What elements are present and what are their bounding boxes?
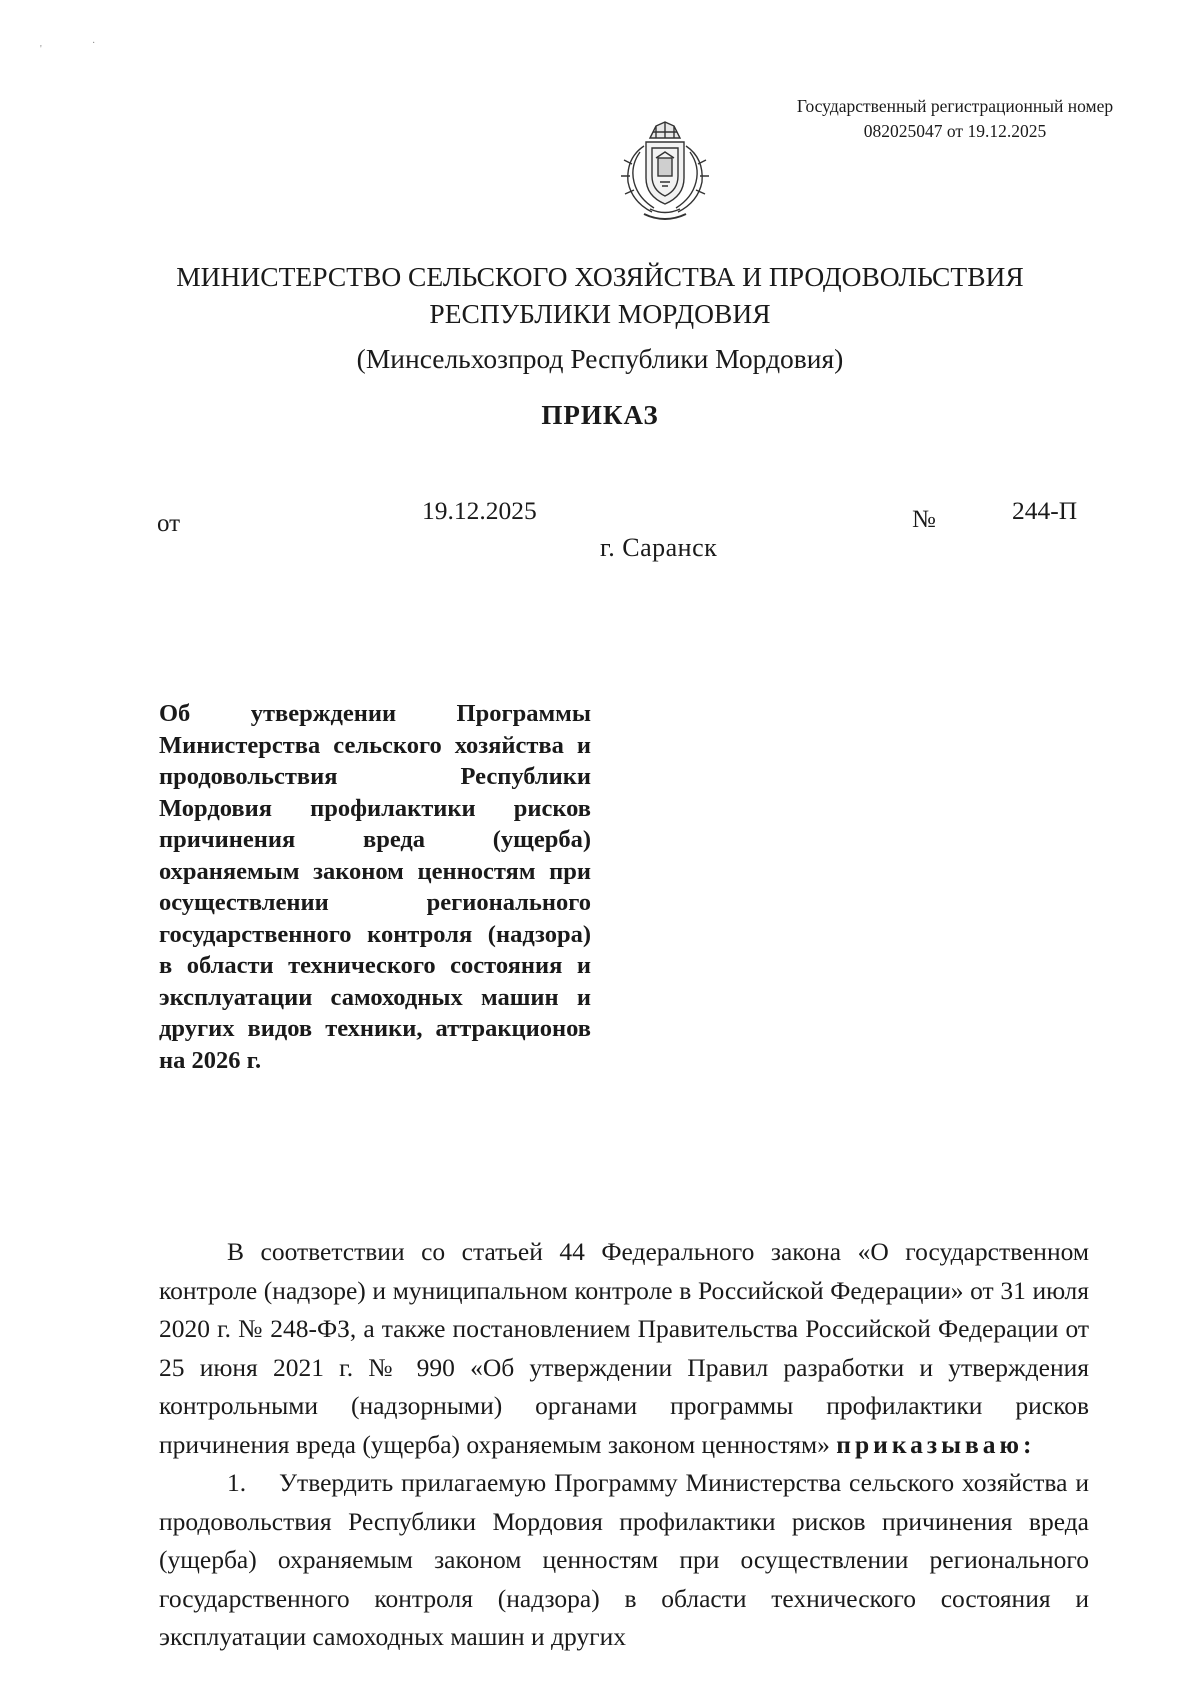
document-number: 244-П bbox=[1012, 496, 1078, 525]
ministry-name-line1: МИНИСТЕРСТВО СЕЛЬСКОГО ХОЗЯЙСТВА И ПРОДОВОЛЬСТВИЯ bbox=[176, 261, 1024, 292]
order-item-1 bbox=[159, 1464, 1089, 1657]
document-date: 19.12.2025 bbox=[422, 496, 537, 525]
scan-speck: ' bbox=[40, 44, 42, 55]
date-prefix: от bbox=[157, 510, 181, 537]
document-type-title: ПРИКАЗ bbox=[541, 400, 659, 430]
ministry-heading bbox=[150, 258, 1050, 377]
registration-number: 082025047 от 19.12.2025 bbox=[863, 121, 1047, 141]
ministry-short-name: (Минсельхозпрод Республики Мордовия) bbox=[356, 343, 844, 374]
mordovia-coat-of-arms-icon bbox=[612, 116, 718, 224]
registration-label: Государственный регистрационный номер bbox=[796, 96, 1114, 116]
document-subject: Об утверждении Программы Министерства сельского хозяйства и продовольствия Республики Мордовия профилактики рисков причинения вреда (ущерба) охраняемым законом ценностям при осуществлении регионального государственного контроля (надзора) в области технического состояния и эксплуатации самоходных машин и других видов техники, аттракционов на 2026 г. bbox=[159, 700, 591, 1074]
order-item-1-number: 1. bbox=[227, 1468, 247, 1497]
scan-speck: · bbox=[92, 38, 96, 49]
preamble-paragraph bbox=[159, 1233, 1089, 1464]
preamble-text: В соответствии со статьей 44 Федерального закона «О государственном контроле (надзоре) и муниципальном контроле в Российской Федерации» от 31 июля 2020 г. № 248-ФЗ, а также постановлением Правительства Российской Федерации от 25 июня 2021 г. № 990 «Об утверждении Правил разработки и утверждения контрольными (надзорными) органами программы профилактики рисков причинения вреда (ущерба) охраняемым законом ценностям» bbox=[159, 1237, 1089, 1459]
registration-block bbox=[745, 94, 1165, 144]
order-word: приказываю bbox=[836, 1429, 1024, 1459]
document-city: г. Саранск bbox=[600, 533, 718, 562]
number-sign: № bbox=[912, 506, 936, 533]
order-item-1-text: Утвердить прилагаемую Программу Министерства сельского хозяйства и продовольствия Республики Мордовия профилактики рисков причинения вреда (ущерба) охраняемым законом ценностям при осуществлении регионального государственного контроля (надзора) в области технического состояния и эксплуатации самоходных машин и других bbox=[159, 1468, 1089, 1651]
order-colon: : bbox=[1023, 1429, 1032, 1459]
ministry-name-line2: РЕСПУБЛИКИ МОРДОВИЯ bbox=[429, 298, 771, 329]
document-body bbox=[159, 1233, 1089, 1657]
